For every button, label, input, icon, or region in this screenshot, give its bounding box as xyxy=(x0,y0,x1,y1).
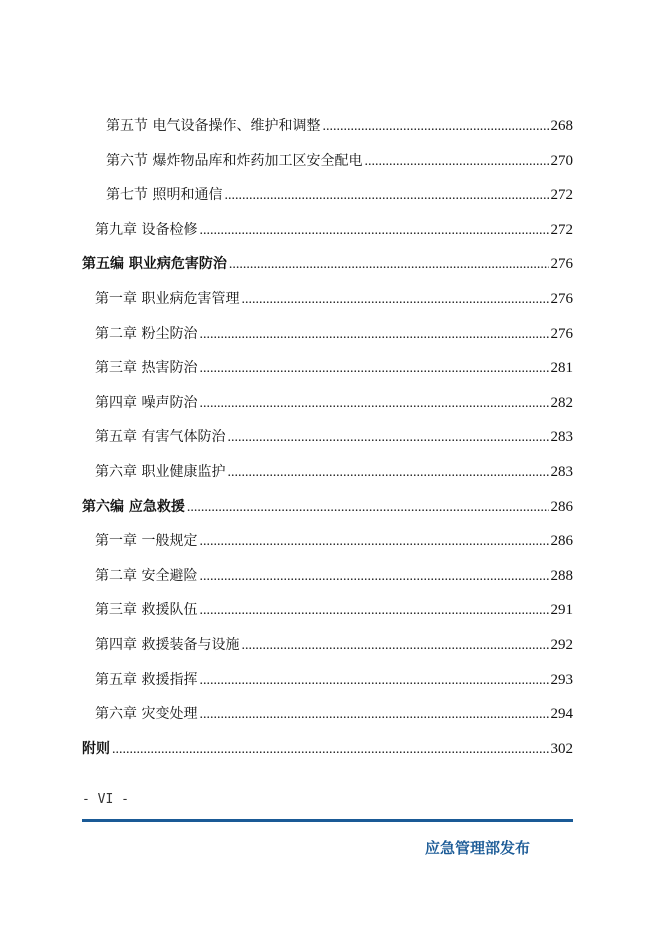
toc-entry-section[interactable] xyxy=(82,150,573,185)
dot-leader xyxy=(199,566,548,588)
table-of-contents xyxy=(82,115,573,772)
toc-entry-page: 286 xyxy=(550,533,573,550)
toc-entry-part[interactable] xyxy=(82,253,573,288)
toc-entry-chapter[interactable] xyxy=(82,634,573,669)
toc-entry-page: 272 xyxy=(550,221,573,238)
dot-leader xyxy=(229,254,549,276)
dot-leader xyxy=(227,462,548,484)
toc-entry-title: 第三章 热害防治 xyxy=(95,360,198,377)
toc-entry-part[interactable] xyxy=(82,738,573,773)
toc-entry-title: 第二章 安全避险 xyxy=(95,567,198,584)
dot-leader xyxy=(364,151,548,173)
toc-entry-title: 第六节 爆炸物品库和炸药加工区安全配电 xyxy=(106,152,363,169)
dot-leader xyxy=(199,393,548,415)
dot-leader xyxy=(227,427,548,449)
dot-leader xyxy=(241,289,548,311)
toc-entry-page: 283 xyxy=(550,429,573,446)
toc-entry-title: 第五章 有害气体防治 xyxy=(95,429,226,446)
dot-leader xyxy=(112,739,549,761)
toc-entry-chapter[interactable] xyxy=(82,669,573,704)
toc-entry-page: 293 xyxy=(550,671,573,688)
dot-leader xyxy=(199,220,548,242)
toc-entry-page: 270 xyxy=(550,152,573,169)
toc-entry-part[interactable] xyxy=(82,496,573,531)
toc-entry-page: 276 xyxy=(550,290,573,307)
dot-leader xyxy=(199,670,548,692)
toc-entry-page: 268 xyxy=(550,118,573,134)
toc-entry-page: 276 xyxy=(550,256,573,273)
toc-entry-section[interactable] xyxy=(82,184,573,219)
toc-entry-title: 第九章 设备检修 xyxy=(95,221,198,238)
dot-leader xyxy=(199,704,548,726)
dot-leader xyxy=(187,497,549,519)
dot-leader xyxy=(241,635,548,657)
toc-entry-title: 第七节 照明和通信 xyxy=(106,187,223,204)
toc-entry-chapter[interactable] xyxy=(82,357,573,392)
toc-entry-page: 302 xyxy=(550,740,573,757)
toc-entry-title: 第六章 灾变处理 xyxy=(95,706,198,723)
toc-entry-title: 附则 xyxy=(82,740,110,757)
dot-leader xyxy=(224,185,548,207)
dot-leader xyxy=(199,324,548,346)
toc-entry-page: 282 xyxy=(550,394,573,411)
toc-entry-chapter[interactable] xyxy=(82,530,573,565)
toc-entry-chapter[interactable] xyxy=(82,565,573,600)
toc-entry-page: 281 xyxy=(550,360,573,377)
toc-entry-page: 294 xyxy=(550,706,573,723)
toc-entry-chapter[interactable] xyxy=(82,703,573,738)
dot-leader xyxy=(199,531,548,553)
toc-entry-title: 第三章 救援队伍 xyxy=(95,602,198,619)
publisher-label: 应急管理部发布 xyxy=(425,839,531,857)
toc-entry-chapter[interactable] xyxy=(82,599,573,634)
dot-leader xyxy=(199,600,548,622)
toc-entry-page: 292 xyxy=(550,636,573,653)
footer-divider xyxy=(82,819,573,822)
toc-entry-page: 291 xyxy=(550,602,573,619)
dot-leader xyxy=(199,358,548,380)
dot-leader xyxy=(322,116,548,138)
toc-entry-title: 第六章 职业健康监护 xyxy=(95,463,226,480)
toc-entry-page: 272 xyxy=(550,187,573,204)
toc-entry-title: 第四章 噪声防治 xyxy=(95,394,198,411)
toc-entry-page: 288 xyxy=(550,567,573,584)
toc-entry-chapter[interactable] xyxy=(82,461,573,496)
toc-entry-title: 第六编 应急救援 xyxy=(82,498,185,515)
toc-entry-page: 286 xyxy=(550,498,573,515)
toc-entry-chapter[interactable] xyxy=(82,392,573,427)
toc-entry-section[interactable] xyxy=(82,115,573,150)
toc-entry-chapter[interactable] xyxy=(82,219,573,254)
toc-entry-title: 第一章 一般规定 xyxy=(95,533,198,550)
toc-entry-title: 第一章 职业病危害管理 xyxy=(95,290,240,307)
toc-entry-title: 第五章 救援指挥 xyxy=(95,671,198,688)
toc-entry-chapter[interactable] xyxy=(82,426,573,461)
toc-entry-page: 276 xyxy=(550,325,573,342)
toc-entry-page: 283 xyxy=(550,463,573,480)
toc-entry-chapter[interactable] xyxy=(82,288,573,323)
toc-entry-title: 第五节 电气设备操作、维护和调整 xyxy=(106,118,321,134)
page-number: - VI - xyxy=(82,792,129,807)
toc-entry-title: 第四章 救援装备与设施 xyxy=(95,636,240,653)
toc-entry-title: 第二章 粉尘防治 xyxy=(95,325,198,342)
toc-entry-chapter[interactable] xyxy=(82,323,573,358)
toc-entry-title: 第五编 职业病危害防治 xyxy=(82,256,227,273)
